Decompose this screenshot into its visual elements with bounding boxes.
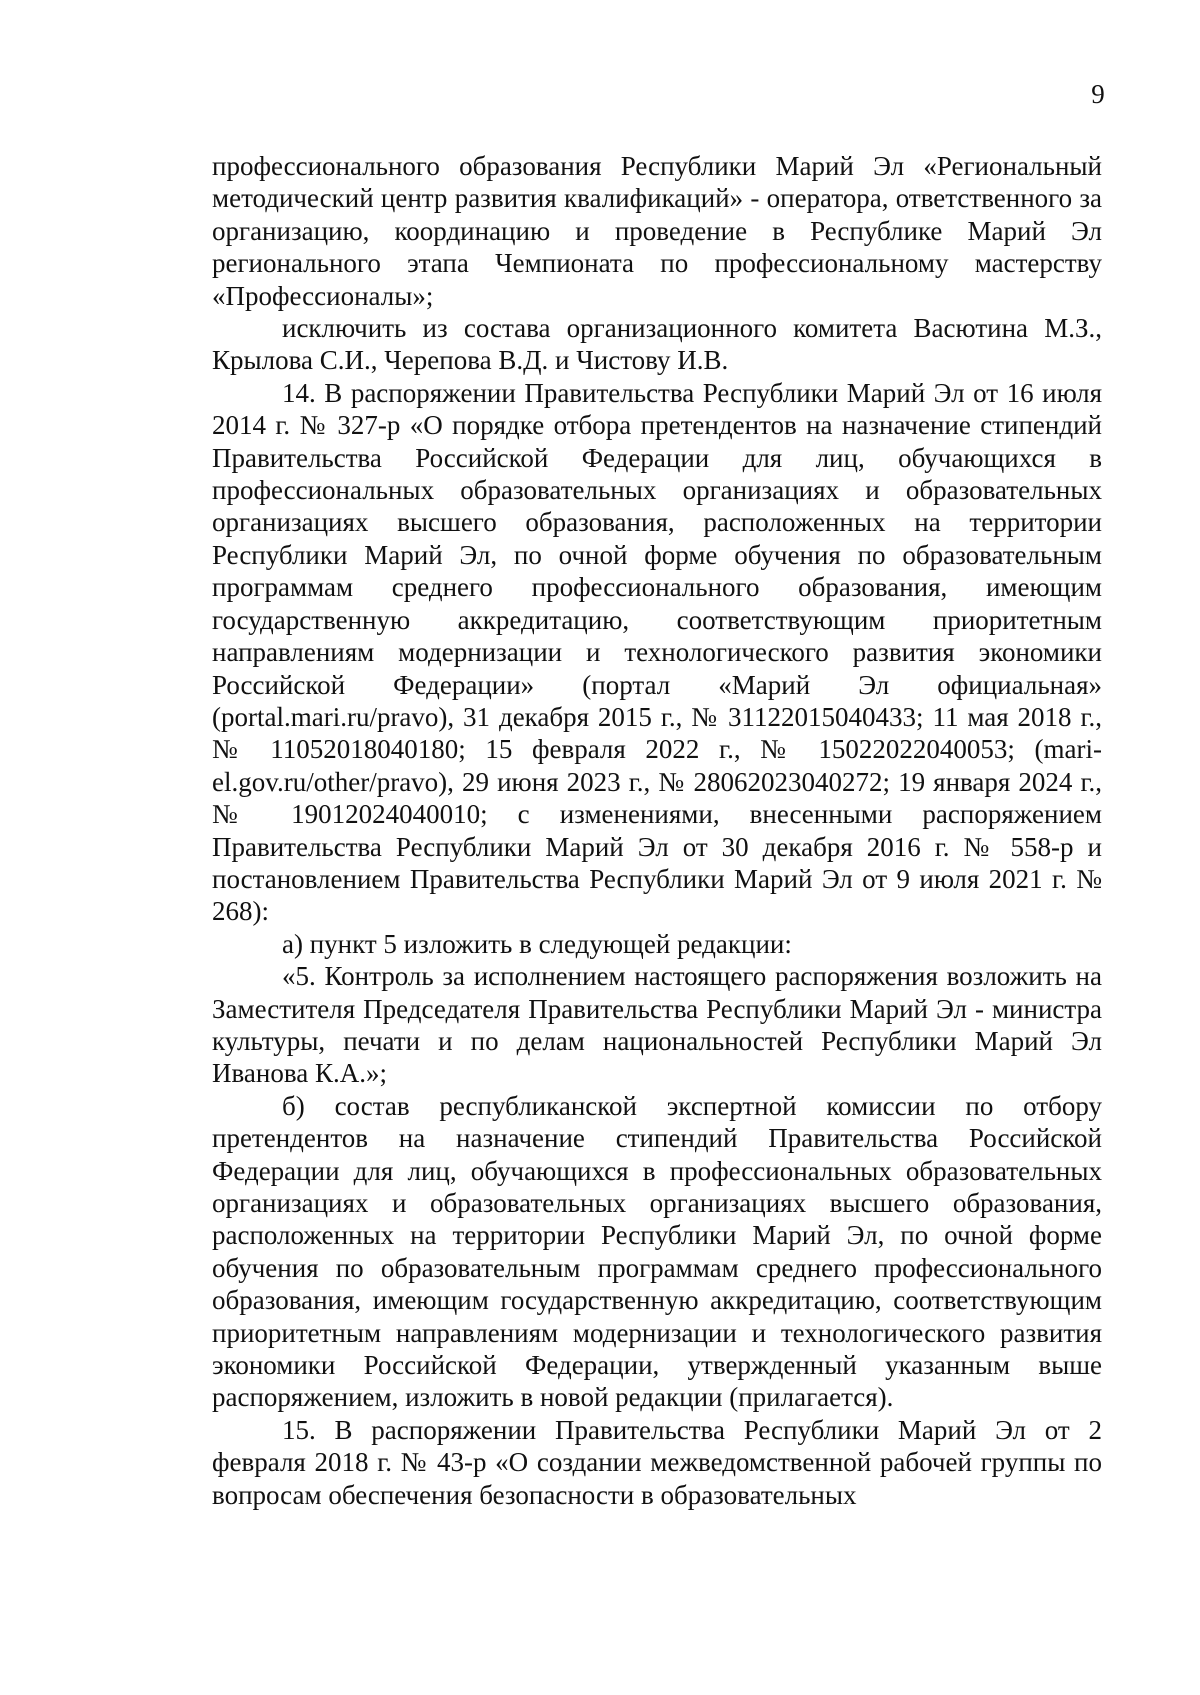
paragraph-continuation: профессионального образования Республики Марий Эл «Региональный методический центр развития квалификаций» - оператора, ответственного за организацию, координацию и проведение в Республике Марий Эл регионального этапа Чемпионата по профессиональному мастерству «Профессионалы»;	[212, 151, 1102, 311]
paragraph-item-14: 14. В распоряжении Правительства Республики Марий Эл от 16 июля 2014 г. № 327-р «О порядке отбора претендентов на назначение стипендий Правительства Российской Федерации для лиц, обучающихся в профессиональных образовательных организациях и образовательных организациях высшего образования, расположенных на территории Республики Марий Эл, по очной форме обучения по образовательным программам среднего профессионального образования, имеющим государственную аккредитацию, соответствующим приоритетным направлениям модернизации и технологического развития экономики Российской Федерации» (портал «Марий Эл официальная» (portal.mari.ru/pravo), 31 декабря 2015 г., № 31122015040433; 11 мая 2018 г., № 11052018040180; 15 февраля 2022 г., № 15022022040053; (mari-el.gov.ru/other/pravo), 29 июня 2023 г., № 28062023040272; 19 января 2024 г., № 19012024040010; с изменениями, внесенными распоряжением Правительства Республики Марий Эл от 30 декабря 2016 г. № 558-р и постановлением Правительства Республики Марий Эл от 9 июля 2021 г. № 268):	[212, 377, 1102, 927]
paragraph-exclude-members: исключить из состава организационного комитета Васютина М.З., Крылова С.И., Черепова В.Д. и Чистову И.В.	[212, 313, 1102, 376]
paragraph-subitem-a: а) пункт 5 изложить в следующей редакции:	[282, 928, 792, 959]
paragraph-subitem-b: б) состав республиканской экспертной комиссии по отбору претендентов на назначение стипендий Правительства Российской Федерации для лиц, обучающихся в профессиональных образовательных организациях и образовательных организациях высшего образования, расположенных на территории Республики Марий Эл, по очной форме обучения по образовательным программам среднего профессионального образования, имеющим государственную аккредитацию, соответствующим приоритетным направлениям модернизации и технологического развития экономики Российской Федерации, утвержденный указанным выше распоряжением, изложить в новой редакции (прилагается).	[212, 1090, 1102, 1413]
page-number: 9	[1091, 79, 1105, 109]
paragraph-item-15: 15. В распоряжении Правительства Республики Марий Эл от 2 февраля 2018 г. № 43-р «О создании межведомственной рабочей группы по вопросам обеспечения безопасности в образовательных	[212, 1414, 1102, 1510]
document-body	[212, 150, 1102, 1511]
paragraph-quote-item-5: «5. Контроль за исполнением настоящего распоряжения возложить на Заместителя Председателя Правительства Республики Марий Эл - министра культуры, печати и по делам национальностей Республики Марий Эл Иванова К.А.»;	[212, 961, 1102, 1089]
